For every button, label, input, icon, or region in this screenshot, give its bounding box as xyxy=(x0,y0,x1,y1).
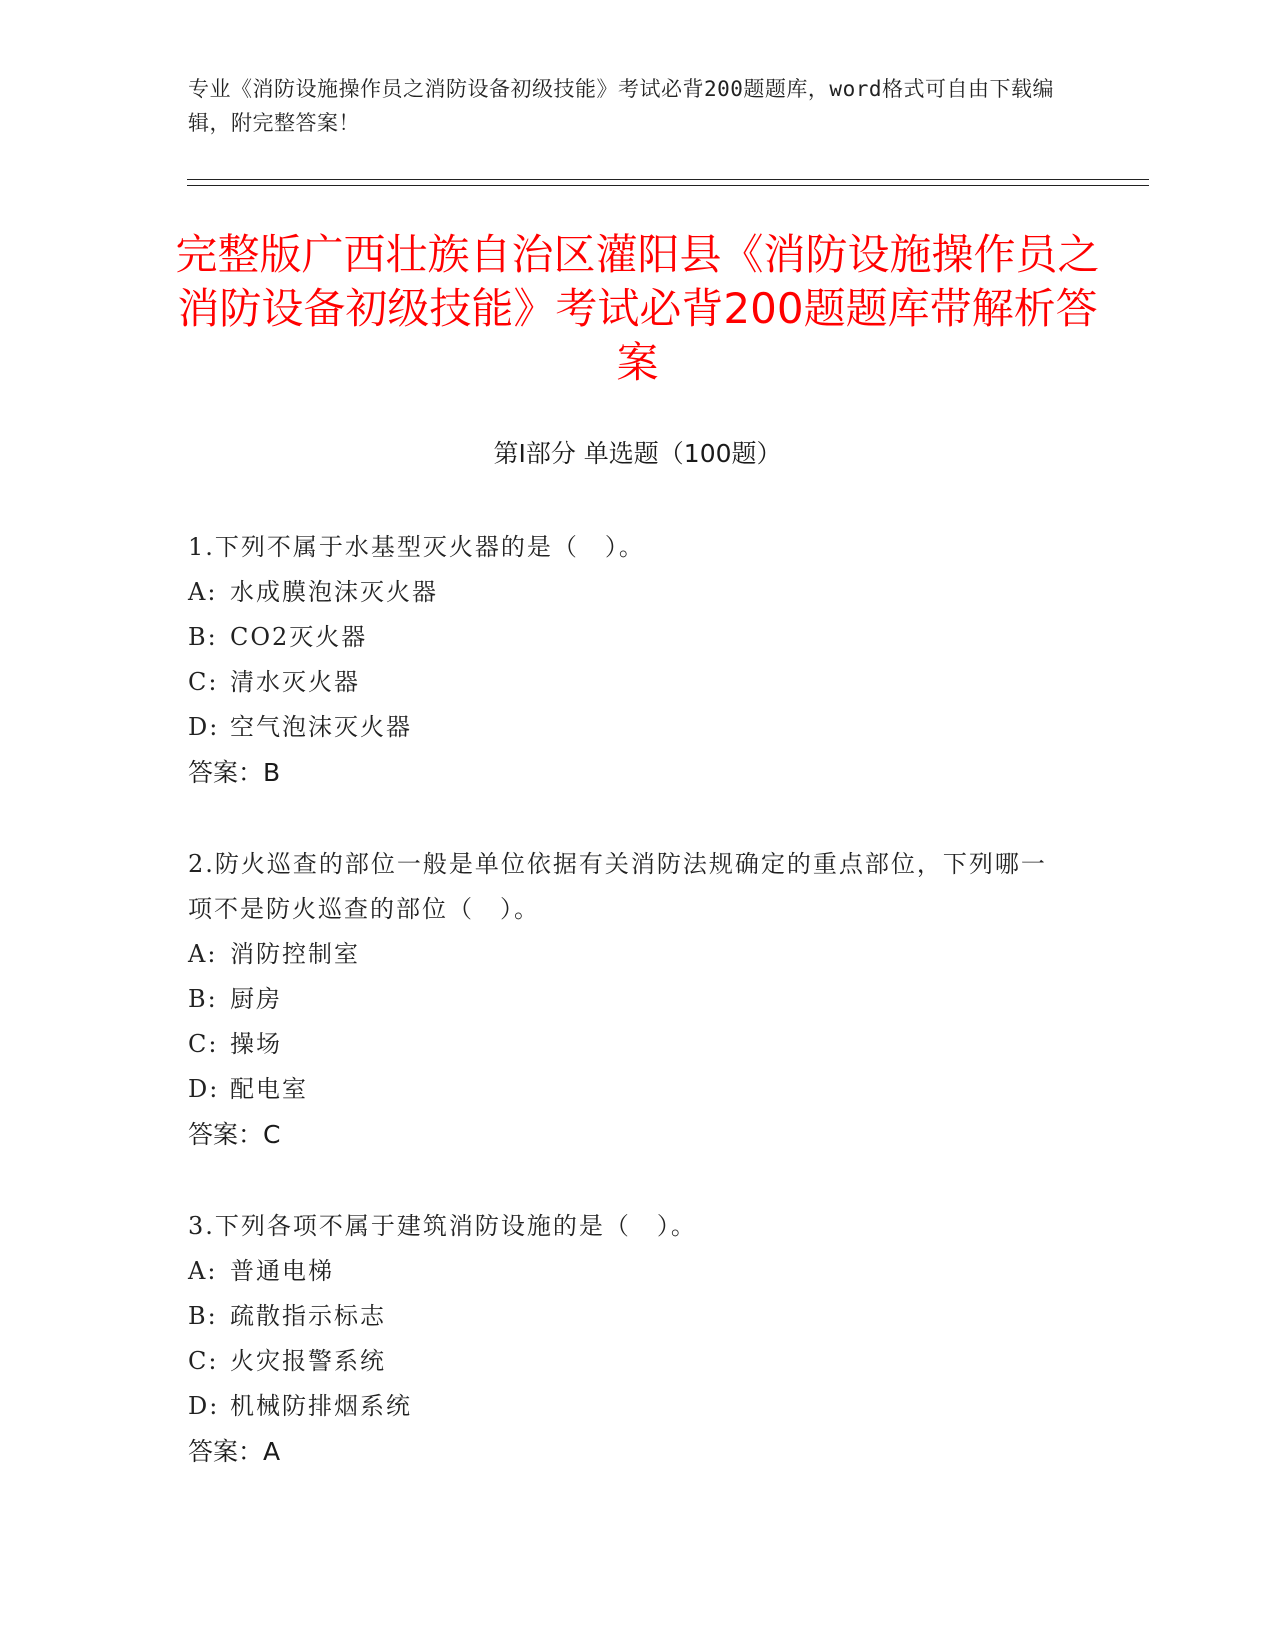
option-text: 普通电梯 xyxy=(230,1257,334,1285)
option-key: D: xyxy=(188,713,220,741)
option-key: A: xyxy=(188,578,218,606)
option-d xyxy=(188,1067,1068,1112)
option-key: B: xyxy=(188,1302,218,1330)
option-text: 机械防排烟系统 xyxy=(230,1392,412,1420)
option-c xyxy=(188,660,1068,705)
option-text: 疏散指示标志 xyxy=(230,1302,386,1330)
option-key: C: xyxy=(188,1030,219,1058)
option-d xyxy=(188,1384,1068,1429)
option-text: 消防控制室 xyxy=(230,940,360,968)
question-stem: 3.下列各项不属于建筑消防设施的是（ ）。 xyxy=(188,1212,697,1240)
option-key: B: xyxy=(188,623,218,651)
option-key: B: xyxy=(188,985,218,1013)
option-d xyxy=(188,705,1068,750)
option-text: 配电室 xyxy=(230,1075,308,1103)
option-key: C: xyxy=(188,668,219,696)
question-stem: 1.下列不属于水基型灭火器的是（ ）。 xyxy=(188,533,645,561)
answer: 答案：B xyxy=(188,758,281,787)
question-stem: 2.防火巡查的部位一般是单位依据有关消防法规确定的重点部位，下列哪一项不是防火巡查的部位（ ）。 xyxy=(188,850,1047,923)
option-key: D: xyxy=(188,1075,220,1103)
header-note: 专业《消防设施操作员之消防设备初级技能》考试必背200题题库，word格式可自由下载编辑，附完整答案！ xyxy=(188,77,1054,135)
header-rule-bottom xyxy=(187,185,1149,186)
option-a xyxy=(188,1249,1068,1294)
option-text: 水成膜泡沫灭火器 xyxy=(230,578,438,606)
option-a xyxy=(188,932,1068,977)
option-text: 操场 xyxy=(230,1030,282,1058)
option-c xyxy=(188,1022,1068,1067)
option-c xyxy=(188,1339,1068,1384)
section-title: 第Ⅰ部分 单选题（100题） xyxy=(493,439,782,468)
option-b xyxy=(188,977,1068,1022)
question-list xyxy=(188,525,1068,1474)
option-text: CO2灭火器 xyxy=(230,623,368,651)
answer: 答案：A xyxy=(188,1437,281,1466)
option-text: 空气泡沫灭火器 xyxy=(230,713,412,741)
header-rule-top xyxy=(187,179,1149,180)
answer: 答案：C xyxy=(188,1120,281,1149)
question-3 xyxy=(188,1204,1068,1474)
option-key: A: xyxy=(188,940,218,968)
question-2 xyxy=(188,842,1068,1157)
option-text: 厨房 xyxy=(230,985,282,1013)
option-text: 清水灭火器 xyxy=(230,668,360,696)
option-b xyxy=(188,1294,1068,1339)
option-key: D: xyxy=(188,1392,220,1420)
option-key: A: xyxy=(188,1257,218,1285)
option-text: 火灾报警系统 xyxy=(230,1347,386,1375)
document-title: 完整版广西壮族自治区灌阳县《消防设施操作员之消防设备初级技能》考试必背200题题库带解析答案 xyxy=(175,230,1100,387)
option-key: C: xyxy=(188,1347,219,1375)
option-a xyxy=(188,570,1068,615)
option-b xyxy=(188,615,1068,660)
question-1 xyxy=(188,525,1068,795)
